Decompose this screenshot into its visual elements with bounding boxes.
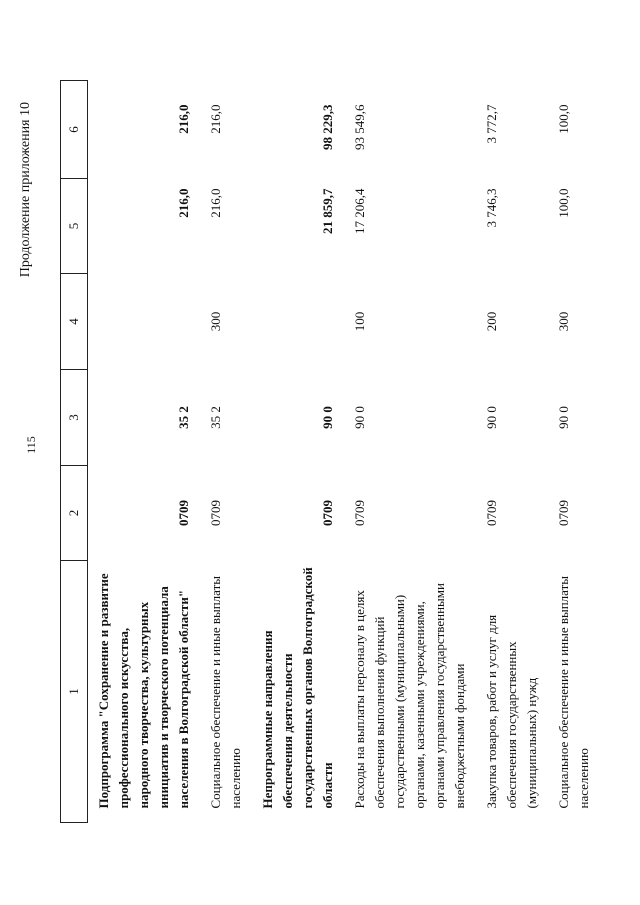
header-cell: 5 (61, 179, 88, 274)
table-row (200, 81, 252, 823)
header-cell: 6 (61, 81, 88, 179)
expense-kind: 300 (208, 311, 223, 332)
amount-col6: 3 772,7 (484, 104, 499, 144)
amount-col5: 21 859,7 (320, 188, 335, 234)
header-row (61, 81, 88, 823)
expense-kind: 200 (484, 311, 499, 332)
table-row (88, 81, 201, 823)
section-code: 0709 (556, 500, 571, 526)
section-code: 0709 (176, 500, 191, 526)
section-code: 0709 (352, 500, 367, 526)
table-row (548, 81, 600, 823)
amount-col6: 216,0 (208, 104, 223, 134)
section-code: 0709 (484, 500, 499, 526)
section-code: 0709 (208, 500, 223, 526)
amount-col6: 100,0 (556, 104, 571, 134)
amount-col6: 98 229,3 (320, 104, 335, 150)
appendix-caption: Продолжение приложения 10 (18, 102, 33, 278)
expense-kind (88, 274, 201, 370)
table-row (476, 81, 548, 823)
header-cell: 2 (61, 466, 88, 561)
row-name: Закупка товаров, работ и услуг для обеспечения государственных (муниципальных) нужд (484, 614, 539, 809)
expense-kind: 100 (352, 311, 367, 332)
page-number: 115 (24, 436, 38, 454)
target-code: 90 0 (320, 406, 335, 429)
amount-col5: 216,0 (208, 188, 223, 218)
target-code: 35 2 (176, 406, 191, 429)
amount-col6: 216,0 (176, 104, 191, 134)
amount-col5: 17 206,4 (352, 188, 367, 234)
row-name: Подпрограмма "Сохранение и развитие профессионального искусства, народного творчества, культурных инициатив и творческого потенциала населения в Волгоградской области" (96, 573, 191, 809)
expense-kind: 300 (556, 311, 571, 332)
section-code: 0709 (320, 500, 335, 526)
amount-col5: 100,0 (556, 188, 571, 218)
budget-table (60, 80, 600, 823)
expense-kind (252, 274, 344, 370)
target-code: 90 0 (556, 406, 571, 429)
target-code: 90 0 (352, 406, 367, 429)
header-cell: 4 (61, 274, 88, 370)
row-name: Непрограммные направления обеспечения деятельности государственных органов Волгоградской области (260, 567, 335, 809)
header-cell: 1 (61, 561, 88, 823)
amount-col5: 216,0 (176, 188, 191, 218)
target-code: 35 2 (208, 406, 223, 429)
row-name: Социальное обеспечение и иные выплаты населению (208, 575, 243, 809)
amount-col6: 93 549,6 (352, 104, 367, 150)
table-row (252, 81, 344, 823)
amount-col5: 3 746,3 (484, 188, 499, 228)
row-name: Расходы на выплаты персоналу в целях обеспечения выполнения функций государственными (муниципальными) органами, казенными учреждениями, органами управления государственными внебюджетными фондами (352, 583, 467, 809)
header-cell: 3 (61, 370, 88, 466)
row-name: Социальное обеспечение и иные выплаты населению (556, 575, 591, 809)
table-row (344, 81, 476, 823)
target-code: 90 0 (484, 406, 499, 429)
